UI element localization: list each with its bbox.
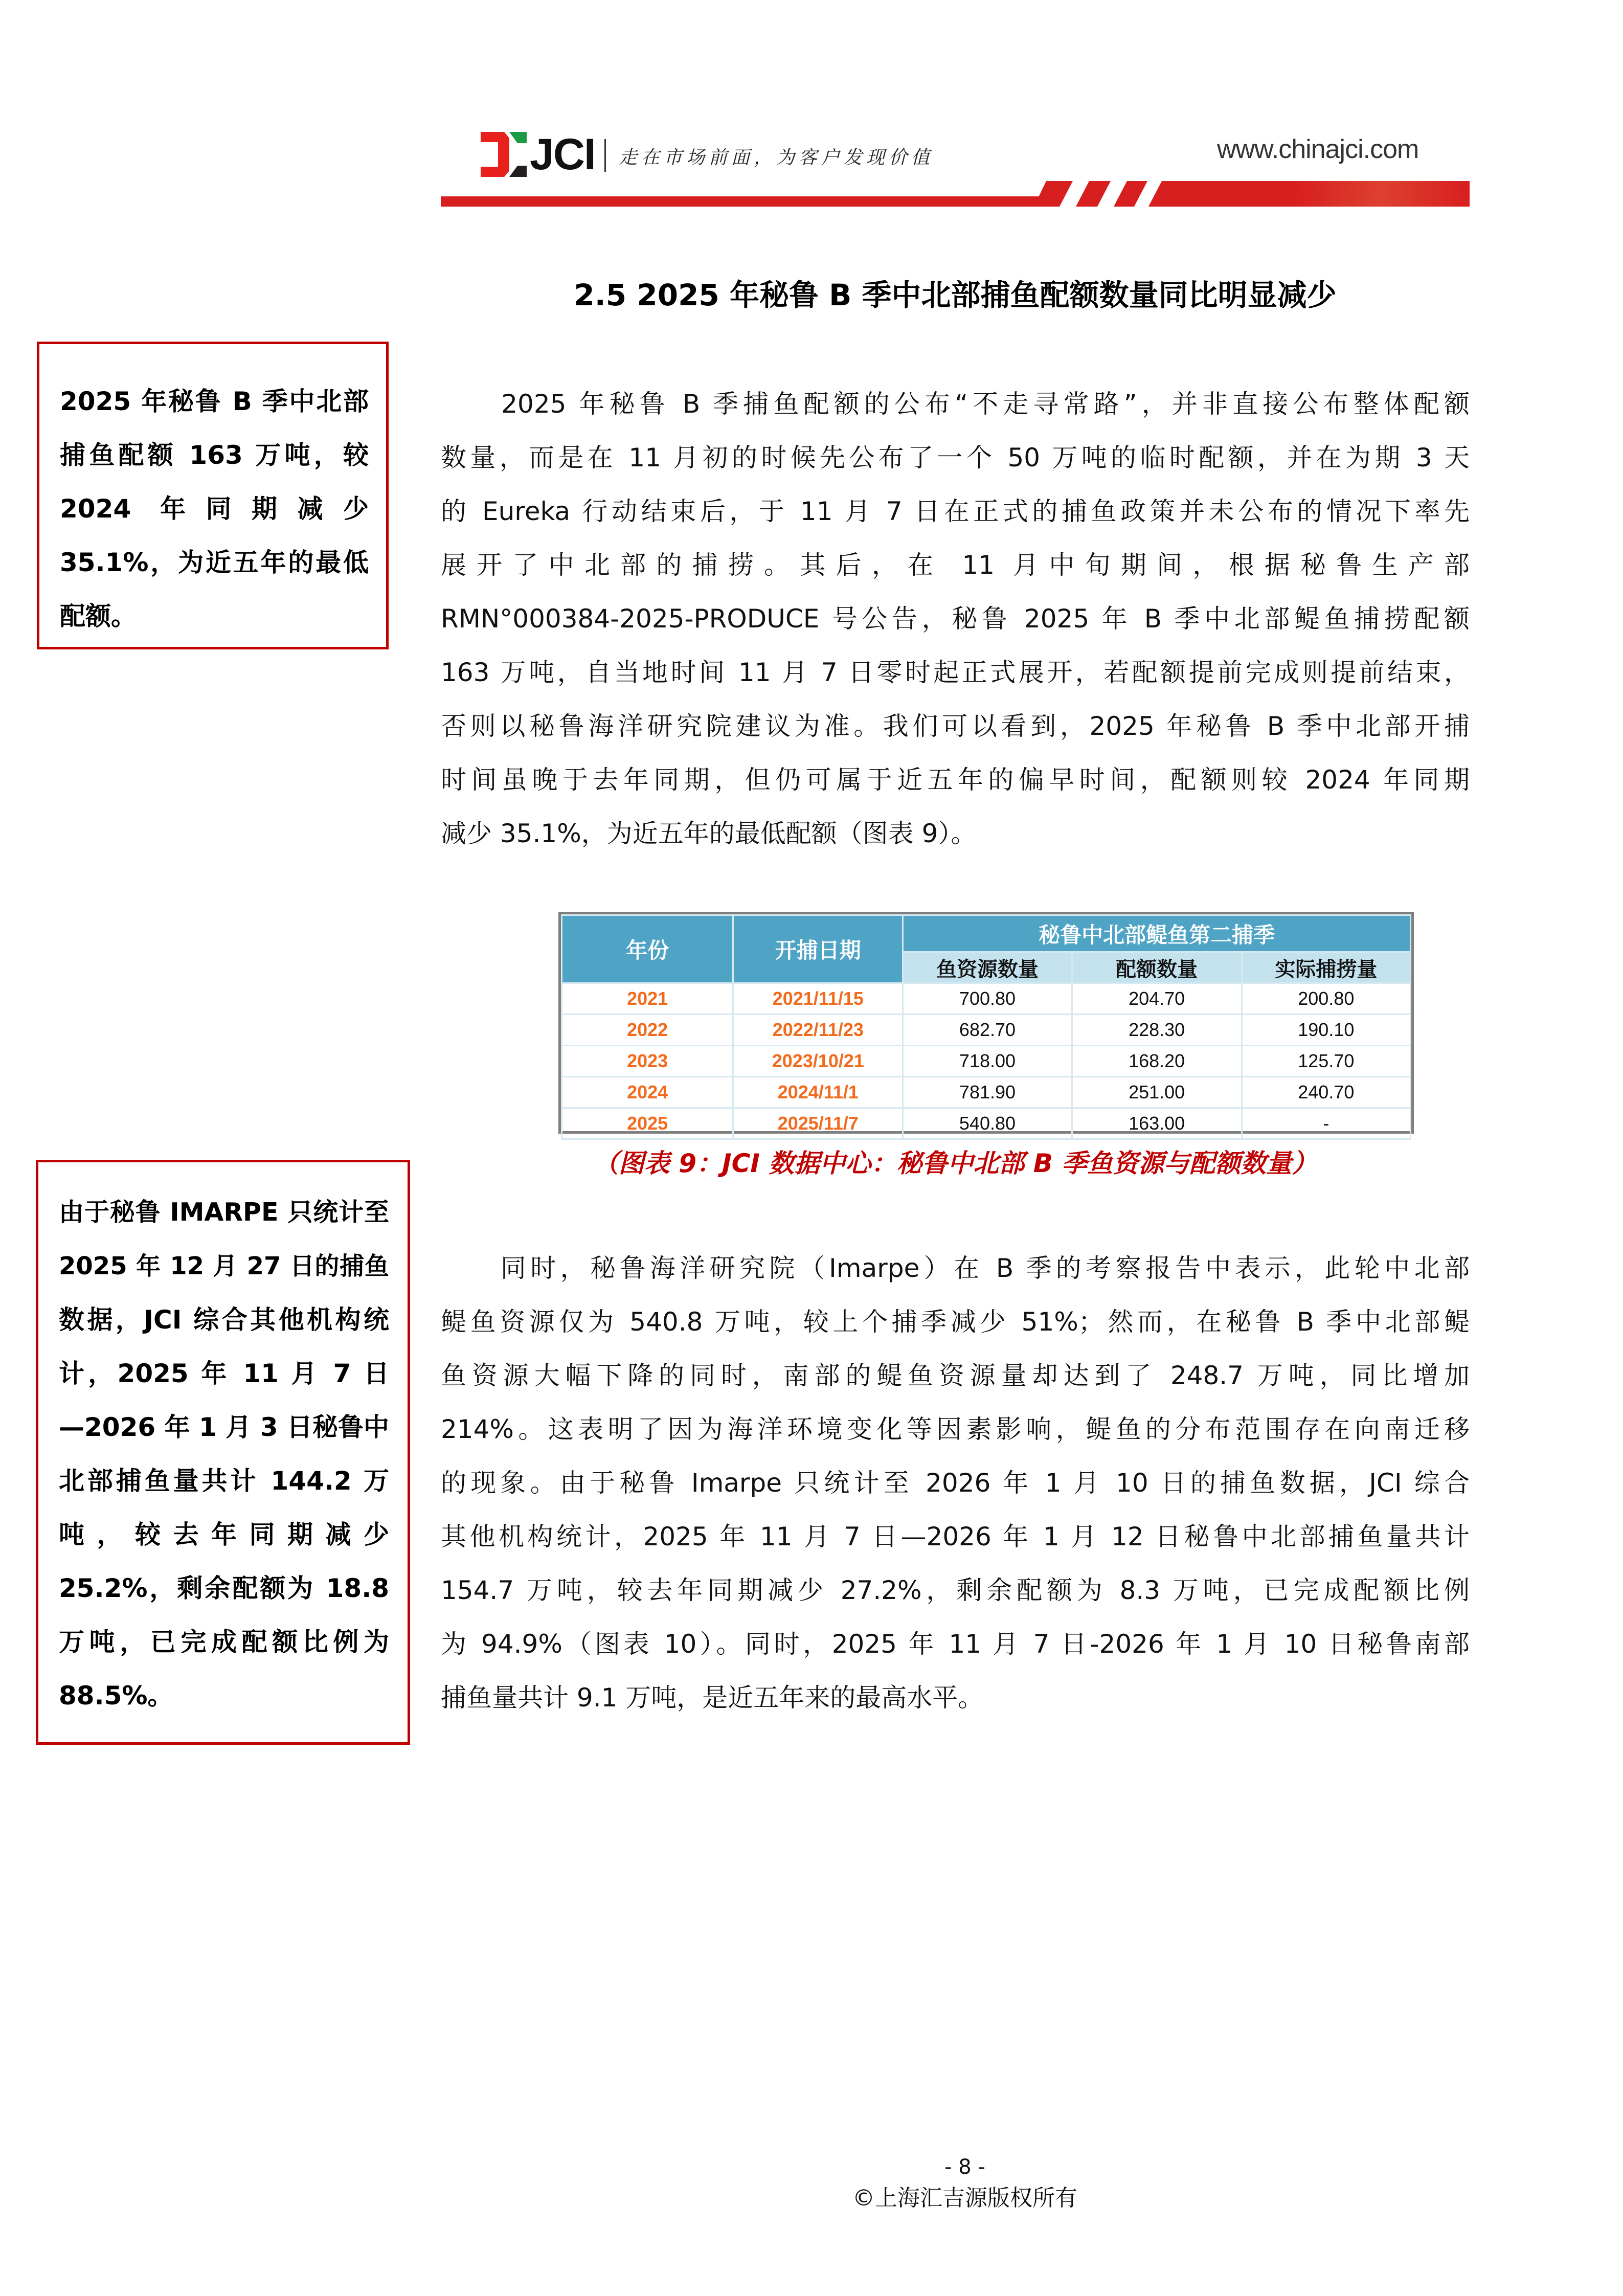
table-row [562,1015,1411,1046]
column-header-biomass: 鱼资源数量 [903,952,1072,983]
table-row [562,983,1411,1015]
highlight-box-quota [37,342,389,649]
header-red-bar [441,181,1470,208]
table-row [562,1046,1411,1077]
cell-catch: - [1242,1108,1410,1139]
paragraph-line: 鱼资源大幅下降的同时，南部的鳀鱼资源量却达到了 248.7 万吨，同比增加 [441,1361,1470,1390]
highlight-line: 吨，较去年同期减少 [59,1520,389,1549]
table-row [562,1108,1411,1139]
paragraph-line: 的 Eureka 行动结束后，于 11 月 7 日在正式的捕鱼政策并未公布的情况下率先 [441,497,1470,526]
paragraph-line: 2025 年秘鲁 B 季捕鱼配额的公布“不走寻常路”，并非直接公布整体配额 [441,389,1470,419]
cell-biomass: 781.90 [903,1077,1072,1108]
cell-year: 2024 [562,1077,733,1108]
cell-quota: 168.20 [1072,1046,1242,1077]
cell-catch: 190.10 [1242,1015,1410,1046]
paragraph-line: 214%。这表明了因为海洋环境变化等因素影响，鳀鱼的分布范围存在向南迁移 [441,1414,1470,1444]
cell-quota: 204.70 [1072,983,1242,1015]
paragraph-line: 的现象。由于秘鲁 Imarpe 只统计至 2026 年 1 月 10 日的捕鱼数据，JCI 综合 [441,1468,1470,1498]
table-row [562,1077,1411,1108]
page-number: - 8 - [944,2155,985,2179]
paragraph-line: 捕鱼量共计 9.1 万吨，是近五年来的最高水平。 [441,1683,984,1713]
body-paragraph-2 [441,1242,1470,1725]
paragraph-line: 为 94.9%（图表 10）。同时，2025 年 11 月 7 日-2026 年 1 月 10 日秘鲁南部 [441,1629,1470,1659]
jci-logo-mark-icon [481,132,527,177]
highlight-line: 北部捕鱼量共计 144.2 万 [59,1466,389,1496]
highlight-line: 2025 年 12 月 27 日的捕鱼 [59,1252,389,1280]
cell-biomass: 682.70 [903,1015,1072,1046]
paragraph-line: 时间虽晚于去年同期，但仍可属于近五年的偏早时间，配额则较 2024 年同期 [441,765,1470,795]
highlight-line: 35.1%，为近五年的最低 [60,548,369,577]
highlight-line: 计，2025 年 11 月 7 日 [59,1359,389,1388]
cell-open-date: 2022/11/23 [733,1015,903,1046]
cell-quota: 228.30 [1072,1015,1242,1046]
cell-year: 2022 [562,1015,733,1046]
cell-catch: 240.70 [1242,1077,1410,1108]
paragraph-line: RMN°000384-2025-PRODUCE 号公告，秘鲁 2025 年 B 季中北部鳀鱼捕捞配额 [441,604,1470,634]
website-link[interactable]: www.chinajci.com [1217,134,1419,164]
highlight-line: 2025 年秘鲁 B 季中北部 [60,387,369,416]
highlight-line: 万吨，已完成配额比例为 [59,1627,389,1657]
cell-year: 2021 [562,983,733,1015]
column-header-open-date: 开捕日期 [733,915,903,983]
paragraph-line: 鳀鱼资源仅为 540.8 万吨，较上个捕季减少 51%；然而，在秘鲁 B 季中北部鳀 [441,1307,1470,1337]
copyright-notice: ©上海汇吉源版权所有 [852,2185,1077,2211]
paragraph-line: 其他机构统计，2025 年 11 月 7 日—2026 年 1 月 12 日秘鲁中北部捕鱼量共计 [441,1522,1470,1551]
paragraph-line: 163 万吨，自当地时间 11 月 7 日零时起正式展开，若配额提前完成则提前结束， [441,658,1470,687]
cell-catch: 200.80 [1242,983,1410,1015]
cell-open-date: 2024/11/1 [733,1077,903,1108]
paragraph-line: 减少 35.1%，为近五年的最低配额（图表 9）。 [441,819,977,848]
table-caption: （图表 9：JCI 数据中心：秘鲁中北部 B 季鱼资源与配额数量） [593,1149,1318,1178]
body-paragraph-1 [441,377,1470,861]
cell-open-date: 2021/11/15 [733,983,903,1015]
highlight-line: 88.5%。 [59,1681,173,1710]
cell-biomass: 718.00 [903,1046,1072,1077]
paragraph-line: 同时，秘鲁海洋研究院（Imarpe）在 B 季的考察报告中表示，此轮中北部 [441,1253,1470,1283]
cell-quota: 163.00 [1072,1108,1242,1139]
company-slogan: 走在市场前面，为客户发现价值 [619,147,934,168]
highlight-line: 数据，JCI 综合其他机构统 [59,1305,389,1335]
paragraph-line: 展开了中北部的捕捞。其后，在 11 月中旬期间，根据秘鲁生产部 [441,550,1470,580]
cell-biomass: 540.80 [903,1108,1072,1139]
logo-text: JCI [530,130,595,179]
column-header-catch: 实际捕捞量 [1242,952,1410,983]
cell-year: 2023 [562,1046,733,1077]
quota-table [558,912,1414,1134]
jci-logo [481,132,603,181]
highlight-line: 由于秘鲁 IMARPE 只统计至 [59,1198,389,1227]
column-header-quota: 配额数量 [1072,952,1242,983]
section-title: 2.5 2025 年秘鲁 B 季中北部捕鱼配额数量同比明显减少 [574,278,1337,312]
logo-divider [604,139,606,172]
highlight-line: 捕鱼配额 163 万吨，较 [60,440,369,470]
highlight-line: —2026 年 1 月 3 日秘鲁中 [59,1412,389,1442]
highlight-box-catch [36,1160,410,1745]
column-header-year: 年份 [562,915,733,983]
highlight-line: 配额。 [60,601,137,631]
paragraph-line: 否则以秘鲁海洋研究院建议为准。我们可以看到，2025 年秘鲁 B 季中北部开捕 [441,711,1470,741]
group-header-season: 秘鲁中北部鳀鱼第二捕季 [903,915,1411,952]
cell-open-date: 2023/10/21 [733,1046,903,1077]
cell-biomass: 700.80 [903,983,1072,1015]
cell-year: 2025 [562,1108,733,1139]
cell-quota: 251.00 [1072,1077,1242,1108]
highlight-line: 25.2%，剩余配额为 18.8 [59,1573,389,1603]
paragraph-line: 154.7 万吨，较去年同期减少 27.2%，剩余配额为 8.3 万吨，已完成配额比例 [441,1575,1470,1605]
cell-open-date: 2025/11/7 [733,1108,903,1139]
cell-catch: 125.70 [1242,1046,1410,1077]
highlight-line: 2024 年同期减少 [60,494,369,524]
paragraph-line: 数量，而是在 11 月初的时候先公布了一个 50 万吨的临时配额，并在为期 3 天 [441,443,1470,472]
